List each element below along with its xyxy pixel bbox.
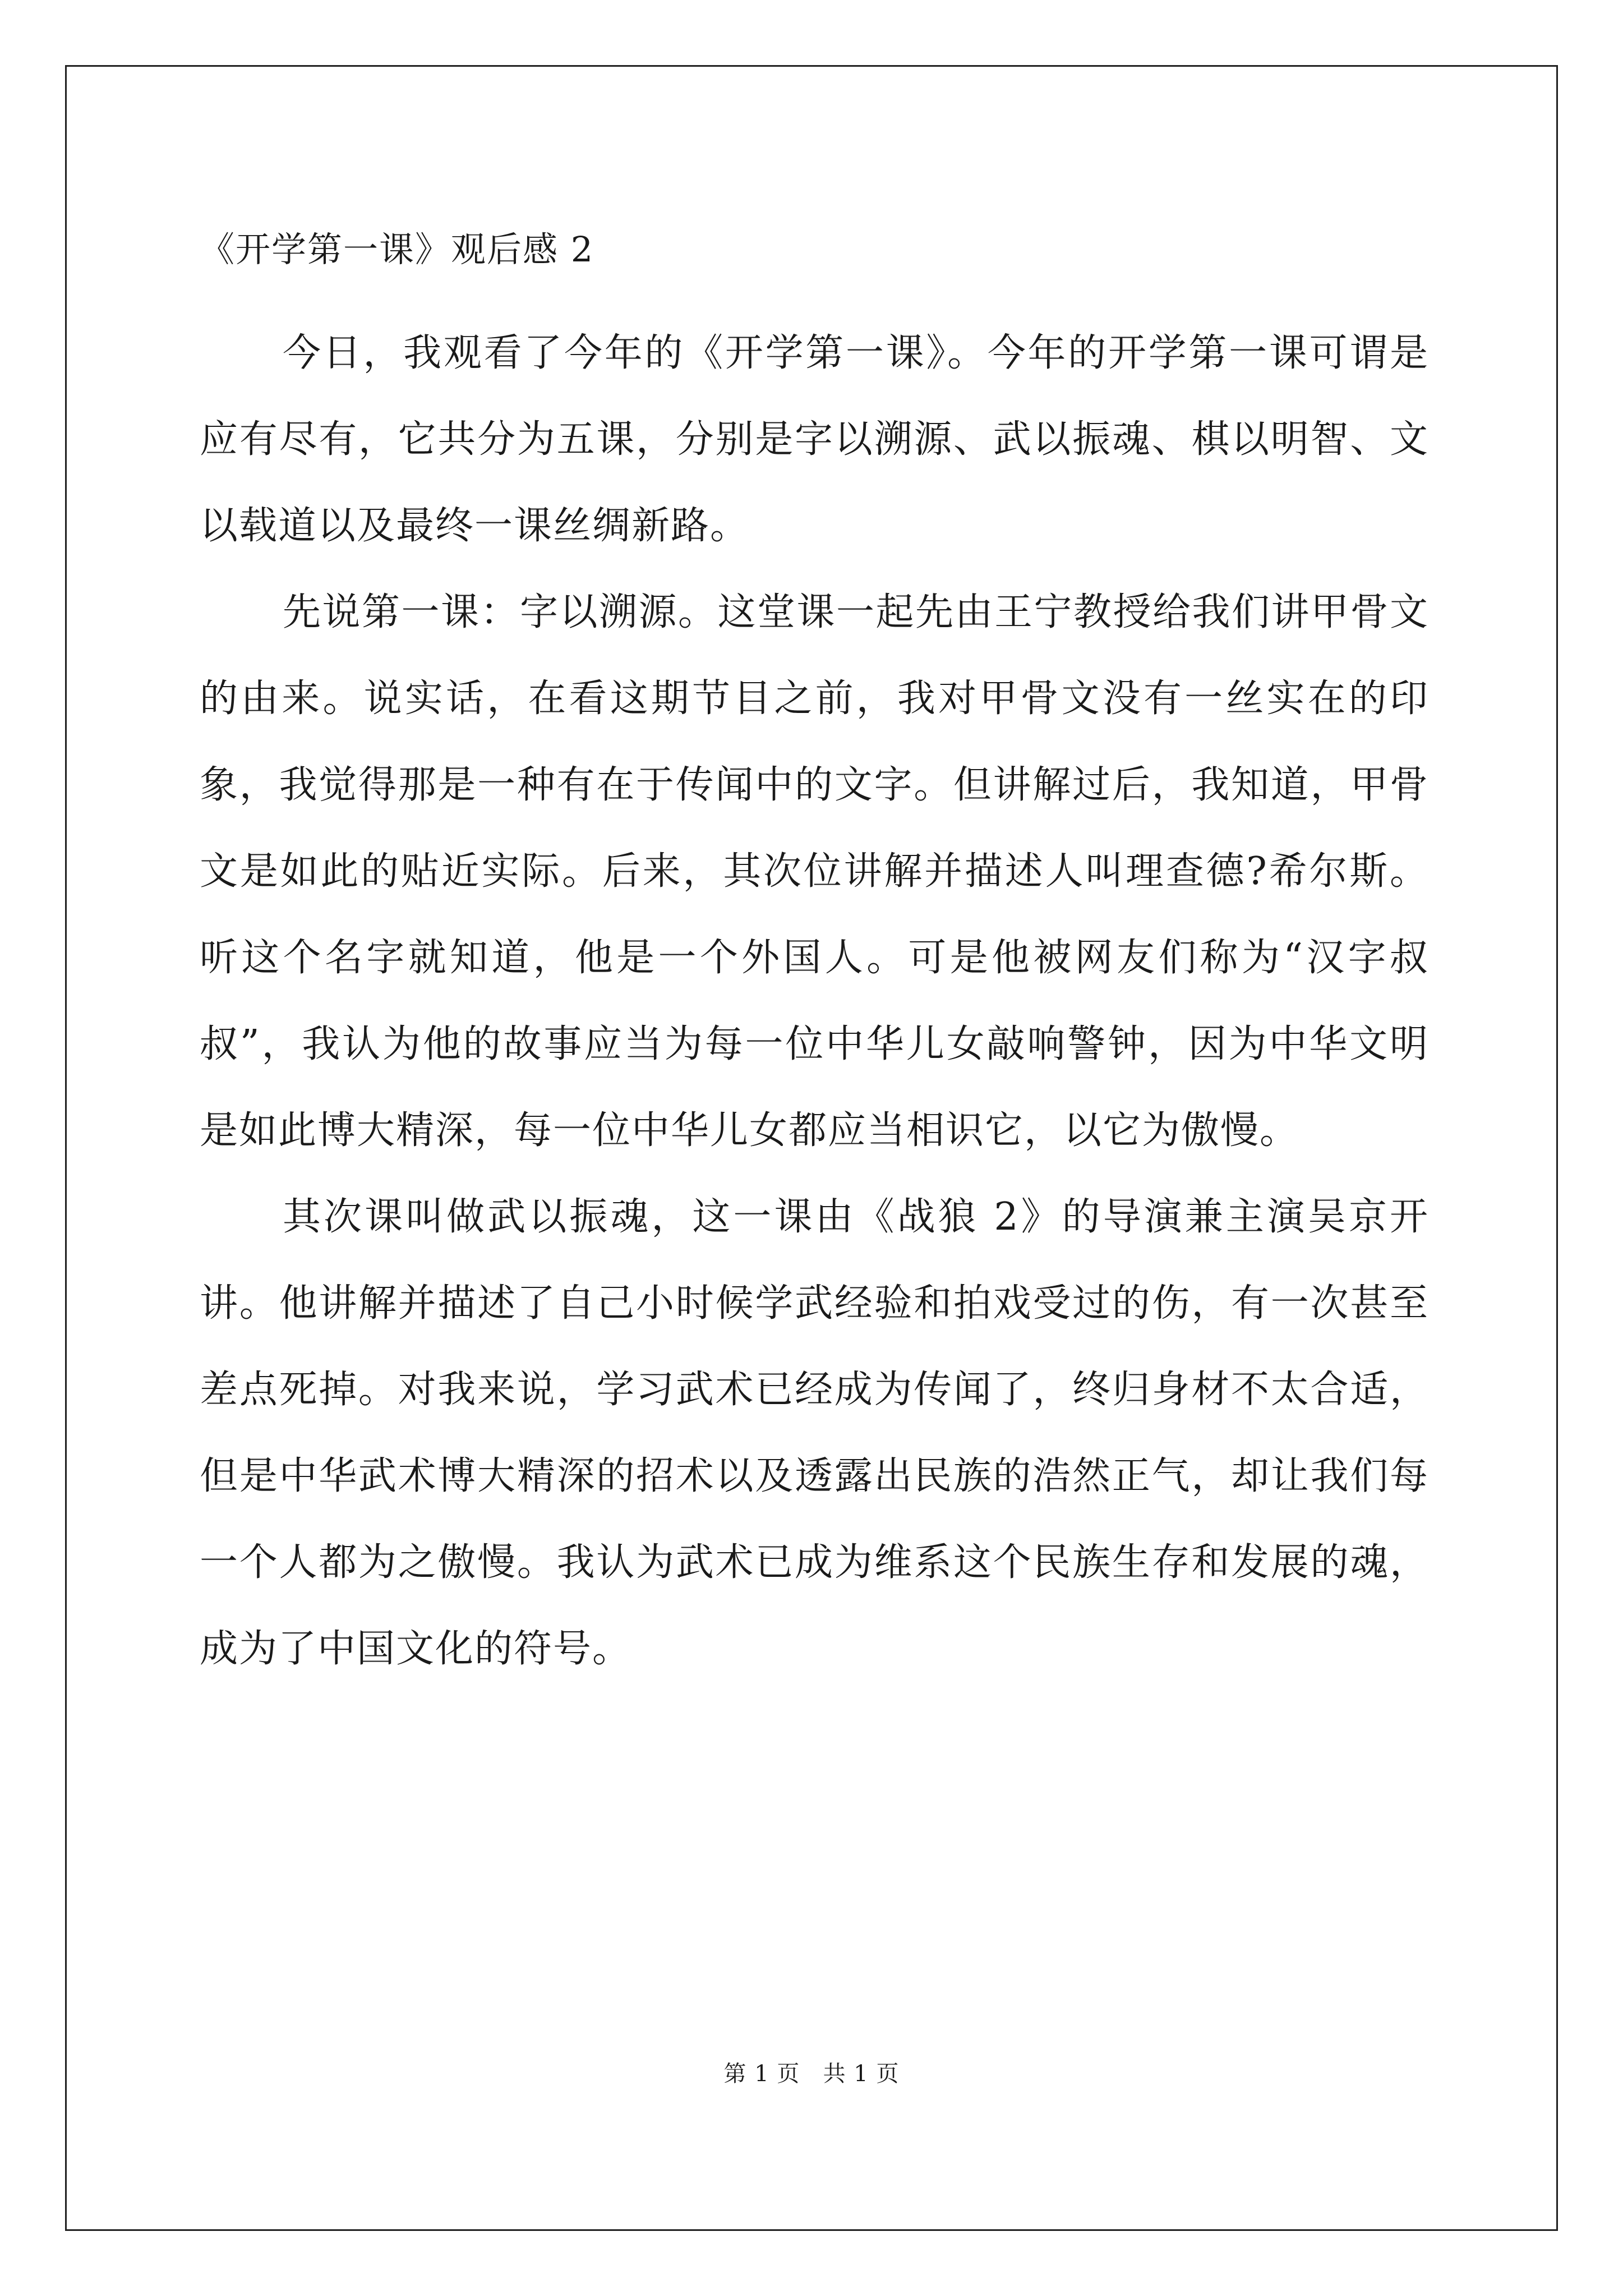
page-total: 共 1 页: [823, 2061, 900, 2087]
document-body: [200, 222, 1429, 1692]
page-number: 第 1 页: [723, 2061, 800, 2087]
document-title: 《开学第一课》观后感 2: [200, 229, 594, 270]
paragraph-3: 其次课叫做武以振魂，这一课由《战狼 2》的导演兼主演吴京开讲。他讲解并描述了自己小时候学武经验和拍戏受过的伤，有一次甚至差点死掉。对我来说，学习武术已经成为传闻了，终归身材不太合适，但是中华武术博大精深的招术以及透露出民族的浩然正气，却让我们每一个人都为之傲慢。我认为武术已成为维系这个民族生存和发展的魂，成为了中国文化的符号。: [200, 1195, 1429, 1671]
paragraph-1: 今日，我观看了今年的《开学第一课》。今年的开学第一课可谓是应有尽有，它共分为五课，分别是字以溯源、武以振魂、棋以明智、文以载道以及最终一课丝绸新路。: [200, 331, 1429, 548]
page-footer: [0, 2056, 1623, 2088]
paragraph-2: 先说第一课：字以溯源。这堂课一起先由王宁教授给我们讲甲骨文的由来。说实话，在看这期节目之前，我对甲骨文没有一丝实在的印象，我觉得那是一种有在于传闻中的文字。但讲解过后，我知道，甲骨文是如此的贴近实际。后来，其次位讲解并描述人叫理查德?希尔斯。听这个名字就知道，他是一个外国人。可是他被网友们称为“汉字叔叔”，我认为他的故事应当为每一位中华儿女敲响警钟，因为中华文明是如此博大精深，每一位中华儿女都应当相识它，以它为傲慢。: [200, 590, 1429, 1153]
